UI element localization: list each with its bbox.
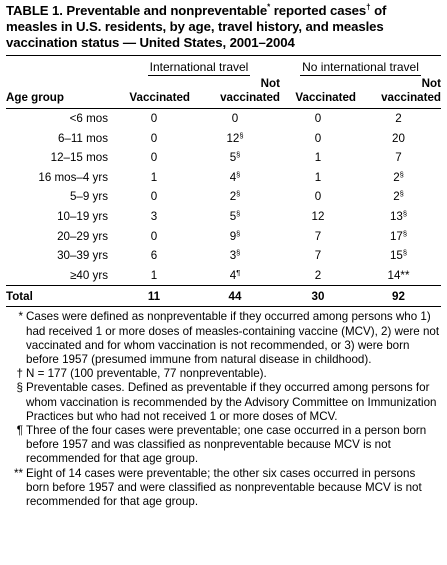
value-cell: 7: [395, 151, 402, 165]
value-cell: 7: [314, 249, 322, 263]
value-cell: 0: [314, 131, 322, 145]
value-cell: 15§: [389, 248, 408, 263]
value-cell: 1: [150, 268, 158, 282]
value-cell: 0: [150, 131, 158, 145]
group-no-international-travel: No international travel: [302, 60, 419, 74]
footnote-text: Three of the four cases were preventable; one case occurred in a person born before 1957 and was classified as nonpreventable because MCV is not recommended for that age group.: [26, 423, 427, 466]
total-cell: 30: [311, 290, 325, 304]
total-label: Total: [6, 290, 33, 304]
value-cell: 9§: [229, 228, 241, 243]
table-row: [6, 207, 441, 227]
age-group-cell: 10–19 yrs: [57, 209, 108, 223]
value-cell: 1: [314, 151, 322, 165]
table-row: [6, 148, 441, 168]
table-title: [6, 3, 441, 51]
age-group-cell: 20–29 yrs: [57, 229, 108, 243]
col-header-nointl-vaccinated: Vaccinated: [295, 91, 356, 104]
footnote-mark: *: [18, 310, 23, 324]
group-international-travel: International travel: [149, 60, 249, 74]
value-cell: 2: [395, 112, 402, 125]
value-cell: 3: [150, 209, 158, 223]
value-cell: 0: [150, 112, 158, 125]
footnotes: [6, 310, 441, 509]
footnote-mark: ¶: [16, 423, 23, 437]
footnote-text: Preventable cases. Defined as preventable if they occurred among persons for whom vaccination is recommended by the Advisory Committee on Immunization Practices but who had not received 1 or more doses of MCV.: [26, 381, 437, 423]
age-group-cell: 5–9 yrs: [69, 190, 108, 204]
age-group-cell: 12–15 mos: [50, 151, 108, 165]
table-row: [6, 187, 441, 207]
value-cell: 0: [314, 112, 322, 125]
table-row: [6, 246, 441, 266]
footnote-mark: §: [16, 381, 23, 395]
total-row: [6, 286, 441, 307]
footnote: [6, 381, 441, 424]
group-header-row: [6, 56, 441, 77]
table-body: [6, 109, 441, 286]
age-group-cell: 30–39 yrs: [57, 249, 108, 263]
value-cell: 13§: [389, 208, 408, 223]
value-cell: 0: [231, 112, 239, 125]
value-cell: 1: [314, 170, 322, 184]
footnote: [6, 310, 441, 367]
value-cell: 0: [150, 151, 158, 165]
footnote-text: Eight of 14 cases were preventable; the other six cases occurred in persons born before 1957 and were classified as nonpreventable because MCV is not recommended for that age group.: [26, 466, 422, 508]
column-header-row: [6, 77, 441, 108]
footnote-text: Cases were defined as nonpreventable if they occurred among persons who 1) had received 1 or more doses of measles-containing vaccine (MCV), 2) were not vaccinated and for whom vaccination is not recommended, or 3) were born before 1957 (presumed immune from natural disease in childhood).: [26, 310, 440, 366]
value-cell: 2§: [393, 189, 404, 204]
value-cell: 5§: [229, 150, 241, 165]
value-cell: 2§: [393, 169, 404, 184]
value-cell: 12§: [226, 130, 244, 145]
table-row: [6, 129, 441, 149]
value-cell: 2: [314, 268, 322, 282]
value-cell: 17§: [389, 228, 408, 243]
value-cell: 12: [311, 209, 325, 223]
col-header-nointl-not-vaccinated: Not vaccinated: [381, 77, 441, 104]
value-cell: 20: [392, 131, 405, 145]
value-cell: 0: [150, 190, 158, 204]
value-cell: 3§: [229, 248, 241, 263]
col-header-intl-vaccinated: Vaccinated: [129, 91, 190, 104]
measles-cases-table: [6, 56, 441, 307]
value-cell: 5§: [229, 208, 241, 223]
table-row: [6, 109, 441, 129]
value-cell: 14**: [387, 268, 410, 282]
title-text: TABLE 1. Preventable and nonpreventable: [6, 3, 268, 18]
age-group-cell: ≥40 yrs: [70, 268, 108, 282]
age-group-cell: <6 mos: [69, 112, 108, 125]
title-footnote-mark: *: [267, 2, 271, 12]
total-cell: 92: [392, 290, 405, 304]
value-cell: 6: [150, 249, 158, 263]
value-cell: 2§: [229, 189, 241, 204]
value-cell: 0: [314, 190, 322, 204]
footnote-mark: **: [13, 466, 23, 480]
title-text: reported cases: [270, 3, 367, 18]
col-header-age-group: Age group: [6, 91, 64, 104]
col-header-intl-not-vaccinated: Not vaccinated: [220, 77, 280, 104]
footnote: [6, 467, 441, 510]
value-cell: 4§: [229, 169, 241, 184]
title-text: of measles in U.S. residents, by age, travel history, and measles vaccination status — United States, 2001–2004: [6, 3, 387, 50]
value-cell: 4¶: [229, 267, 241, 282]
value-cell: 0: [150, 229, 158, 243]
title-footnote-mark: †: [366, 2, 371, 12]
table-row: [6, 227, 441, 247]
total-cell: 44: [228, 290, 242, 304]
footnote-mark: †: [16, 367, 23, 381]
age-group-cell: 6–11 mos: [57, 131, 108, 145]
footnote-text: N = 177 (100 preventable, 77 nonpreventable).: [26, 367, 267, 381]
age-group-cell: 16 mos–4 yrs: [38, 170, 108, 184]
total-cell: 11: [147, 290, 161, 304]
footnote: [6, 424, 441, 467]
table-row: [6, 266, 441, 286]
value-cell: 1: [150, 170, 158, 184]
value-cell: 7: [314, 229, 322, 243]
footnote: [6, 367, 441, 381]
table-row: [6, 168, 441, 188]
